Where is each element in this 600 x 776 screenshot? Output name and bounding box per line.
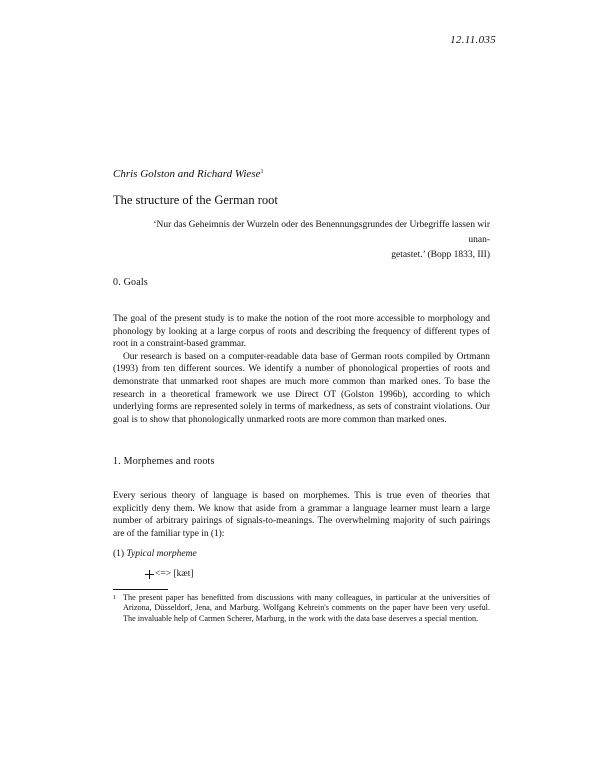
authors [113,168,263,180]
paragraph: Every serious theory of language is based on morphemes. This is true even of theories that explicitly deny them. We know that aside from a grammar a language learner must learn a large number of arbitrary pairings of signals-to-meanings. The overwhelming majority of such pairings are of the familiar type in (1): [113,491,490,539]
paragraph: The goal of the present study is to make the notion of the root more accessible to morphology and phonology by looking at a large corpus of roots and describing the frequency of different types of root in a constraint-based grammar. [113,314,490,350]
section-body-goals [113,313,490,426]
footnote [113,593,490,624]
footnote-text: The present paper has benefitted from discussions with many colleagues, in particular at the universities of Arizona, Düsseldorf, Jena, and Marburg. Wolfgang Kehrein's comments on the paper have been very useful. The invaluable help of Carmen Scherer, Marburg, in the work with the data base deserves a special mention. [123,593,490,623]
example-morpheme [145,569,194,579]
plus-icon [145,570,154,579]
footnote-mark: 1 [113,595,116,601]
footnote-divider [113,589,168,590]
authors-names: Chris Golston and Richard Wiese [113,168,261,180]
motto-quote-source: getastet.’ (Bopp 1833, III) [391,250,490,260]
example-number: (1) [113,549,125,559]
example-caption: Typical morpheme [126,549,197,559]
section-heading-morphemes: 1. Morphemes and roots [113,456,215,467]
motto-quote-line: ‘Nur das Geheimnis der Wurzeln oder des Benennungsgrundes der Urbegriffe lassen wir unan- [153,220,490,245]
motto-quote [150,218,490,263]
paragraph: Our research is based on a computer-readable data base of German roots compiled by Ortmann (1993) from ten different sources. We identify a number of phonological properties of roots and demonstrate that unmarked root shapes are much more common than marked ones. To base the research in a theoretical framework we use Direct OT (Golston 1996b), according to which underlying forms are represented solely in terms of markedness, as sets of constraint violations. Our goal is to show that phonologically unmarked roots are more common than marked ones. [113,351,490,425]
example-form: <=> [kæt] [155,569,194,579]
section-heading-goals: 0. Goals [113,277,148,288]
example-label [113,549,197,559]
page-date: 12.11.035 [450,34,496,46]
paper-title: The structure of the German root [113,193,278,207]
section-body-morphemes [113,490,490,540]
footnote-reference: 1 [260,169,264,175]
